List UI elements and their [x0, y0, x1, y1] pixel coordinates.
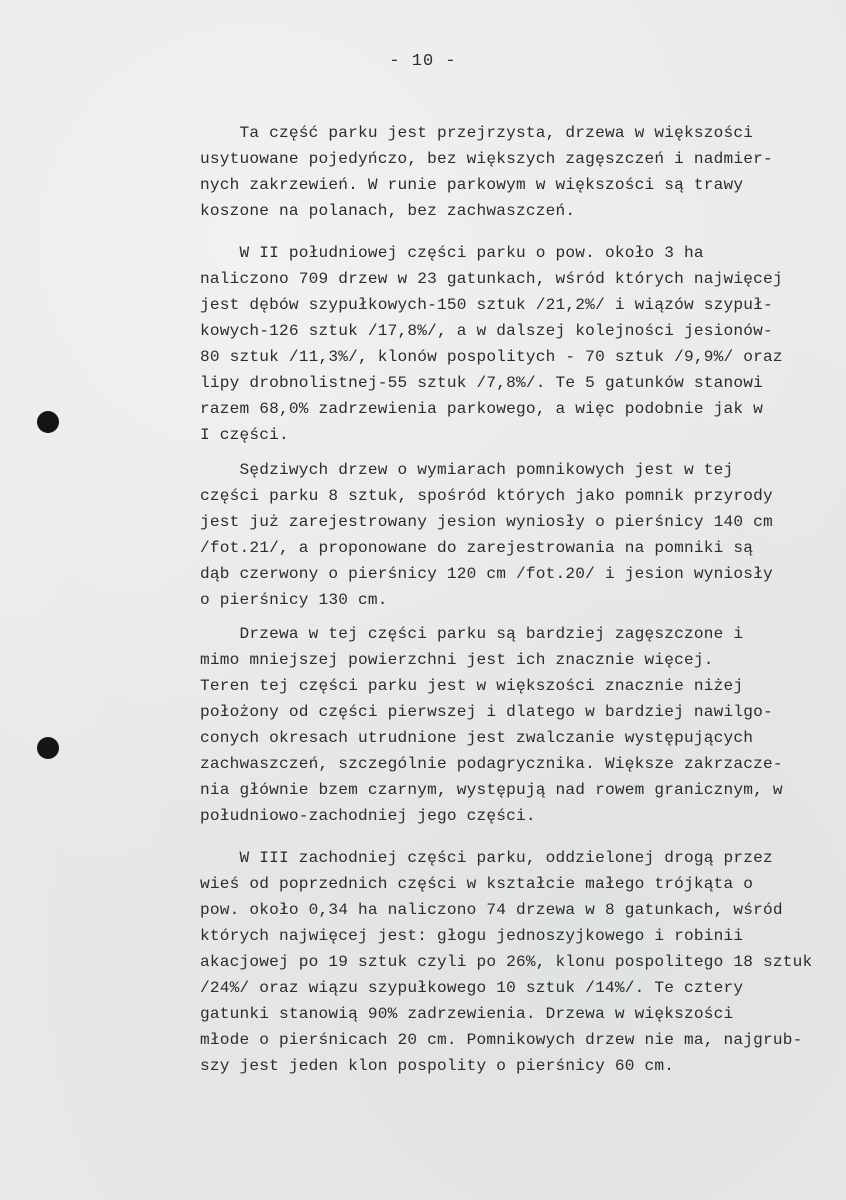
text-line: I części.: [200, 426, 289, 444]
paragraph-5: [200, 845, 846, 1079]
text-line: nych zakrzewień. W runie parkowym w większości są trawy: [200, 176, 744, 194]
text-line: mimo mniejszej powierzchni jest ich znacznie więcej.: [200, 651, 714, 669]
text-line: usytuowane pojedyńczo, bez większych zagęszczeń i nadmier-: [200, 150, 773, 168]
text-line: Drzewa w tej części parku są bardziej zagęszczone i: [200, 625, 744, 643]
binder-hole-top: [37, 411, 59, 433]
text-line: których najwięcej jest: głogu jednoszyjkowego i robinii: [200, 927, 744, 945]
text-line: conych okresach utrudnione jest zwalczanie występujących: [200, 729, 754, 747]
text-line: pow. około 0,34 ha naliczono 74 drzewa w 8 gatunkach, wśród: [200, 901, 783, 919]
text-line: lipy drobnolistnej-55 sztuk /7,8%/. Te 5 gatunków stanowi: [200, 374, 763, 392]
text-line: dąb czerwony o pierśnicy 120 cm /fot.20/ i jesion wyniosły: [200, 565, 773, 583]
text-line: położony od części pierwszej i dlatego w bardziej nawilgo-: [200, 703, 773, 721]
text-line: zachwaszczeń, szczególnie podagrycznika. Większe zakrzacze-: [200, 755, 783, 773]
text-line: /fot.21/, a proponowane do zarejestrowania na pomniki są: [200, 539, 754, 557]
paragraph-1: [200, 120, 846, 224]
text-line: szy jest jeden klon pospolity o pierśnicy 60 cm.: [200, 1057, 675, 1075]
text-line: jest dębów szypułkowych-150 sztuk /21,2%/ i wiązów szypuł-: [200, 296, 773, 314]
text-line: W III zachodniej części parku, oddzielonej drogą przez: [200, 849, 773, 867]
text-line: kowych-126 sztuk /17,8%/, a w dalszej kolejności jesionów-: [200, 322, 773, 340]
text-line: akacjowej po 19 sztuk czyli po 26%, klonu pospolitego 18 sztuk: [200, 953, 813, 971]
text-line: naliczono 709 drzew w 23 gatunkach, wśród których najwięcej: [200, 270, 783, 288]
binder-hole-bottom: [37, 737, 59, 759]
text-line: Teren tej części parku jest w większości znacznie niżej: [200, 677, 744, 695]
text-line: wieś od poprzednich części w kształcie małego trójkąta o: [200, 875, 754, 893]
text-line: jest już zarejestrowany jesion wyniosły o pierśnicy 140 cm: [200, 513, 773, 531]
text-line: razem 68,0% zadrzewienia parkowego, a więc podobnie jak w: [200, 400, 763, 418]
text-line: południowo-zachodniej jego części.: [200, 807, 536, 825]
page-number: - 10 -: [389, 52, 457, 71]
paragraph-3: [200, 457, 846, 613]
text-line: o pierśnicy 130 cm.: [200, 591, 388, 609]
text-line: Ta część parku jest przejrzysta, drzewa w większości: [200, 124, 754, 142]
text-line: W II południowej części parku o pow. około 3 ha: [200, 244, 704, 262]
text-line: Sędziwych drzew o wymiarach pomnikowych jest w tej: [200, 461, 734, 479]
text-line: nia głównie bzem czarnym, występują nad rowem granicznym, w: [200, 781, 783, 799]
text-line: 80 sztuk /11,3%/, klonów pospolitych - 70 sztuk /9,9%/ oraz: [200, 348, 783, 366]
paragraph-4: [200, 621, 846, 829]
text-line: /24%/ oraz wiązu szypułkowego 10 sztuk /14%/. Te cztery: [200, 979, 744, 997]
text-line: koszone na polanach, bez zachwaszczeń.: [200, 202, 576, 220]
paragraph-2: [200, 240, 846, 448]
text-line: gatunki stanowią 90% zadrzewienia. Drzewa w większości: [200, 1005, 734, 1023]
text-line: części parku 8 sztuk, spośród których jako pomnik przyrody: [200, 487, 773, 505]
text-line: młode o pierśnicach 20 cm. Pomnikowych drzew nie ma, najgrub-: [200, 1031, 803, 1049]
